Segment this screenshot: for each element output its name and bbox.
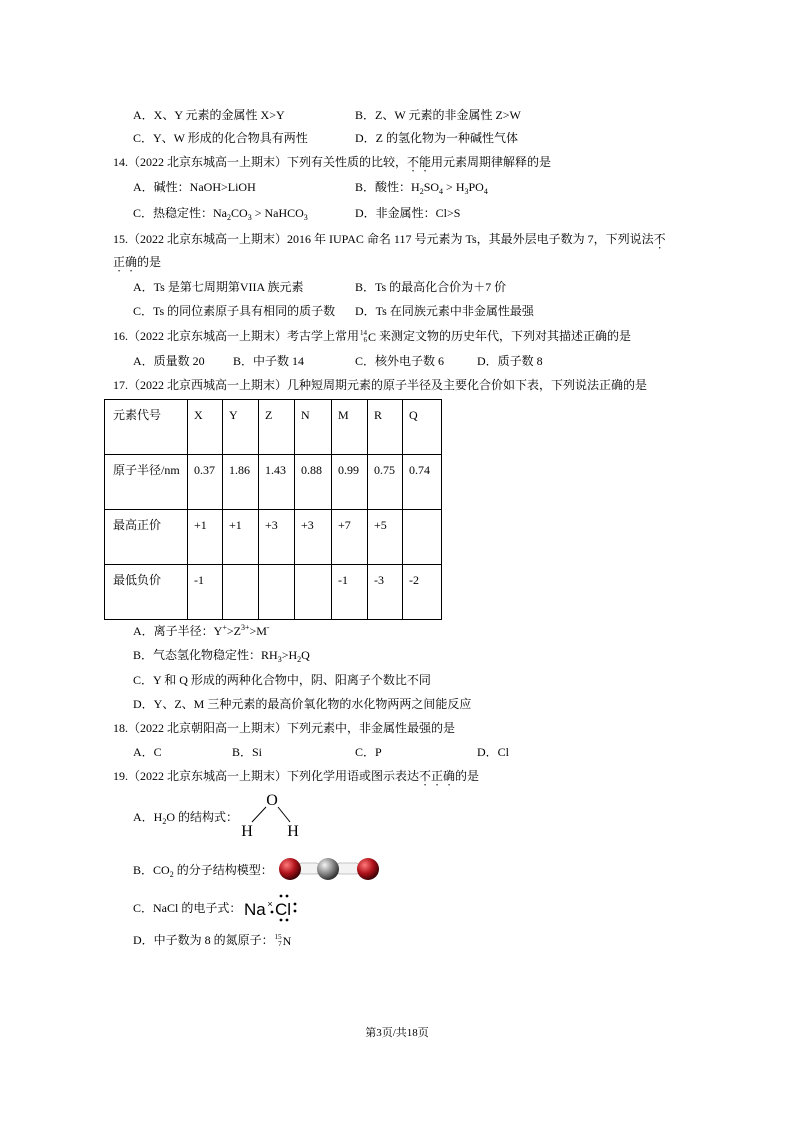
- q19-stem-text: 19.（2022 北京东城高一上期末）下列化学用语或图示表达: [113, 769, 420, 783]
- q16-option-a: A．质量数 20: [133, 354, 205, 368]
- co2-ball-model: [276, 853, 384, 885]
- table-cell: 0.75: [368, 455, 403, 510]
- formula-subscript: 2: [162, 817, 167, 826]
- q19-option-b-label: B．CO: [133, 863, 170, 877]
- oxygen-ball-left: [279, 858, 301, 880]
- formula-part: Na: [213, 206, 228, 220]
- q13-option-b: B．Z、W 元素的非金属性 Z>W: [355, 108, 521, 122]
- q18-option-c: C．P: [355, 745, 382, 759]
- table-cell: 0.37: [188, 455, 223, 510]
- formula-part: NaHCO: [264, 206, 304, 220]
- table-cell: [295, 565, 332, 620]
- q14-option-b: [355, 179, 488, 195]
- water-structural-formula: [238, 789, 308, 839]
- q16-option-b: B．中子数 14: [233, 354, 305, 368]
- table-header-cell: M: [332, 400, 368, 455]
- formula-part: SO: [423, 180, 440, 194]
- formula-operator: >: [443, 180, 456, 194]
- q17-stem: 17.（2022 北京西城高一上期末）几种短周期元素的原子半径及主要化合价如下表，下列说法正确的是: [113, 378, 648, 392]
- table-cell: -1: [188, 565, 223, 620]
- q18-option-a: A．C: [133, 745, 162, 759]
- carbon-ball: [317, 858, 339, 880]
- isotope-atomic-number: 7: [278, 940, 282, 949]
- formula-part: PO: [468, 180, 484, 194]
- table-row-label: 原子半径/nm: [105, 455, 188, 510]
- table-cell: 0.99: [332, 455, 368, 510]
- formula-part: >H: [281, 648, 298, 662]
- o-h-bond-left: [252, 807, 266, 822]
- isotope-mass-number: 14: [360, 329, 368, 338]
- formula-subscript: 2: [297, 655, 302, 664]
- electron-dot: [280, 895, 283, 898]
- table-row: [105, 565, 442, 620]
- nacl-electron-formula: [240, 888, 304, 924]
- q17-option-d: D．Y、Z、M 三种元素的最高价氧化物的水化物两两之间能反应: [133, 697, 472, 711]
- q15-option-a: A．Ts 是第七周期第VIIA 族元素: [133, 280, 304, 294]
- electron-dot: [294, 903, 297, 906]
- table-cell: +7: [332, 510, 368, 565]
- formula-part: >Z: [226, 624, 241, 638]
- formula-subscript: 3: [464, 187, 469, 196]
- ion-charge: +: [222, 623, 227, 632]
- table-header-cell: Q: [403, 400, 442, 455]
- q13-option-c: C．Y、W 形成的化合物具有两性: [133, 131, 308, 145]
- table-header-cell: Z: [259, 400, 295, 455]
- q17-option-c: C．Y 和 Q 形成的两种化合物中，阴、阳离子个数比不同: [133, 673, 431, 687]
- hydrogen-atom-label-right: H: [287, 823, 299, 840]
- electron-dot: [286, 919, 289, 922]
- formula-part: CO: [231, 206, 248, 220]
- q19-option-a-label-end: O 的结构式：: [166, 810, 239, 824]
- q18-stem: 18.（2022 北京朝阳高一上期末）下列元素中，非金属性最强的是: [113, 721, 456, 735]
- q14-option-d: D．非金属性：Cl>S: [355, 206, 461, 220]
- sodium-symbol: Na: [244, 900, 266, 919]
- q15-stem-text: 15.（2022 北京东城高一上期末）2016 年 IUPAC 命名 117 号元素为 Ts，其最外层电子数为 7，下列说法: [113, 232, 654, 246]
- q17-option-a-label: A．离子半径：Y: [133, 624, 223, 638]
- chlorine-symbol: Cl: [275, 900, 292, 919]
- table-cell: 0.88: [295, 455, 332, 510]
- q19-option-a-label: A．H: [133, 810, 163, 824]
- element-data-table: [104, 399, 442, 620]
- q17-option-a: [133, 623, 270, 639]
- q19-option-b-label-end: 的分子结构模型：: [173, 863, 273, 877]
- table-cell: [259, 565, 295, 620]
- q18-option-d: D．Cl: [477, 745, 510, 759]
- q13-option-d: D．Z 的氢化物为一种碱性气体: [355, 131, 518, 145]
- ion-charge: -: [266, 623, 270, 632]
- q19-stem-text-end: 的是: [455, 769, 480, 783]
- q15-stem-line2: [113, 254, 161, 270]
- table-cell: +1: [223, 510, 259, 565]
- q16-option-d: D．质子数 8: [477, 354, 543, 368]
- o-h-bond-right: [278, 807, 290, 822]
- q16-stem-text-end: 来测定文物的历史年代，下列对其描述正确的是: [379, 329, 632, 343]
- table-cell: -3: [368, 565, 403, 620]
- isotope-mass-number: 15: [274, 933, 282, 942]
- q17-option-b: [133, 647, 310, 663]
- isotope-symbol: N: [282, 934, 292, 949]
- q14-stem-text: 14.（2022 北京东城高一上期末）下列有关性质的比较，: [113, 155, 408, 169]
- formula-part: Q: [301, 648, 310, 662]
- q15-stem-text-end: 的是: [137, 255, 162, 269]
- formula-subscript: 2: [169, 870, 174, 879]
- table-cell: +3: [259, 510, 295, 565]
- table-cell: [403, 510, 442, 565]
- q18-option-b: B．Si: [232, 745, 263, 759]
- table-cell: -2: [403, 565, 442, 620]
- q15-option-c: C．Ts 的同位素原子具有相同的质子数: [133, 304, 336, 318]
- formula-subscript: 4: [439, 187, 444, 196]
- isotope-atomic-number: 6: [363, 336, 368, 345]
- q15-stem-line1: [113, 231, 666, 247]
- q19-option-b: [133, 862, 273, 878]
- q19-option-d: [133, 932, 292, 948]
- q19-stem-emphasis: 不正确: [419, 769, 456, 783]
- sodium-electron-cross: ×: [267, 899, 273, 909]
- formula-subscript: 3: [303, 213, 308, 222]
- formula-subscript: 4: [483, 187, 488, 196]
- hydrogen-atom-label-left: H: [241, 823, 253, 840]
- table-cell: +3: [295, 510, 332, 565]
- electron-dot: [280, 919, 283, 922]
- oxygen-ball-right: [357, 858, 379, 880]
- q16-option-c: C．核外电子数 6: [355, 354, 445, 368]
- table-cell: 1.86: [223, 455, 259, 510]
- formula-part: H: [455, 180, 465, 194]
- table-row-label: 最低负价: [105, 565, 188, 620]
- q19-option-a: [133, 809, 238, 825]
- carbon-14-isotope: [360, 330, 376, 344]
- ion-charge: 3+: [240, 623, 250, 632]
- q14-option-c: [133, 205, 308, 221]
- isotope-symbol: C: [368, 330, 377, 345]
- formula-operator: >: [251, 206, 265, 220]
- q14-stem-text-end: 用元素周期律解释的是: [431, 155, 552, 169]
- q14-stem-emphasis: 不能: [407, 155, 432, 169]
- table-cell: +5: [368, 510, 403, 565]
- table-cell: -1: [332, 565, 368, 620]
- isotope-numbers: [360, 330, 367, 344]
- table-row: [105, 510, 442, 565]
- q14-option-b-label: B．酸性：: [355, 180, 412, 194]
- electron-dot: [286, 895, 289, 898]
- table-header-cell: N: [295, 400, 332, 455]
- q19-option-c: C．NaCl 的电子式：: [133, 901, 242, 915]
- formula-subscript: 2: [419, 187, 424, 196]
- table-header-cell: Y: [223, 400, 259, 455]
- q16-stem-text: 16.（2022 北京东城高一上期末）考古学上常用: [113, 329, 360, 343]
- table-header-row: [105, 400, 442, 455]
- electron-dot: [294, 910, 297, 913]
- nitrogen-15-isotope: [275, 934, 292, 948]
- q16-stem: [113, 328, 631, 344]
- q19-stem: [113, 768, 479, 784]
- q14-option-a: A．碱性：NaOH>LiOH: [133, 180, 256, 194]
- table-header-cell: R: [368, 400, 403, 455]
- oxygen-atom-label: O: [266, 792, 278, 809]
- table-cell: +1: [188, 510, 223, 565]
- table-header-cell: X: [188, 400, 223, 455]
- q14-stem: [113, 154, 551, 170]
- electron-dot: [271, 911, 274, 914]
- formula-subscript: 3: [247, 213, 252, 222]
- q19-option-d-label: D．中子数为 8 的氮原子：: [133, 933, 274, 947]
- q13-option-a: A．X、Y 元素的金属性 X>Y: [133, 108, 285, 122]
- formula-subscript: 3: [277, 655, 282, 664]
- isotope-numbers: [275, 934, 282, 948]
- q17-option-b-label: B．气态氢化物稳定性：RH: [133, 648, 278, 662]
- q15-option-b: B．Ts 的最高化合价为＋7 价: [355, 280, 507, 294]
- q14-option-c-label: C．热稳定性：: [133, 206, 214, 220]
- q15-stem-emphasis-2: 正确: [113, 255, 138, 269]
- formula-subscript: 2: [227, 213, 232, 222]
- table-row-label: 最高正价: [105, 510, 188, 565]
- table-header-cell: 元素代号: [105, 400, 188, 455]
- q15-stem-emphasis: 不: [653, 232, 666, 246]
- table-row: [105, 455, 442, 510]
- page-number-footer: 第3页/共18页: [365, 1027, 429, 1039]
- q15-option-d: D．Ts 在同族元素中非金属性最强: [355, 304, 534, 318]
- formula-part: >M: [249, 624, 267, 638]
- formula-part: H: [411, 180, 420, 194]
- table-cell: 1.43: [259, 455, 295, 510]
- table-cell: [223, 565, 259, 620]
- table-cell: 0.74: [403, 455, 442, 510]
